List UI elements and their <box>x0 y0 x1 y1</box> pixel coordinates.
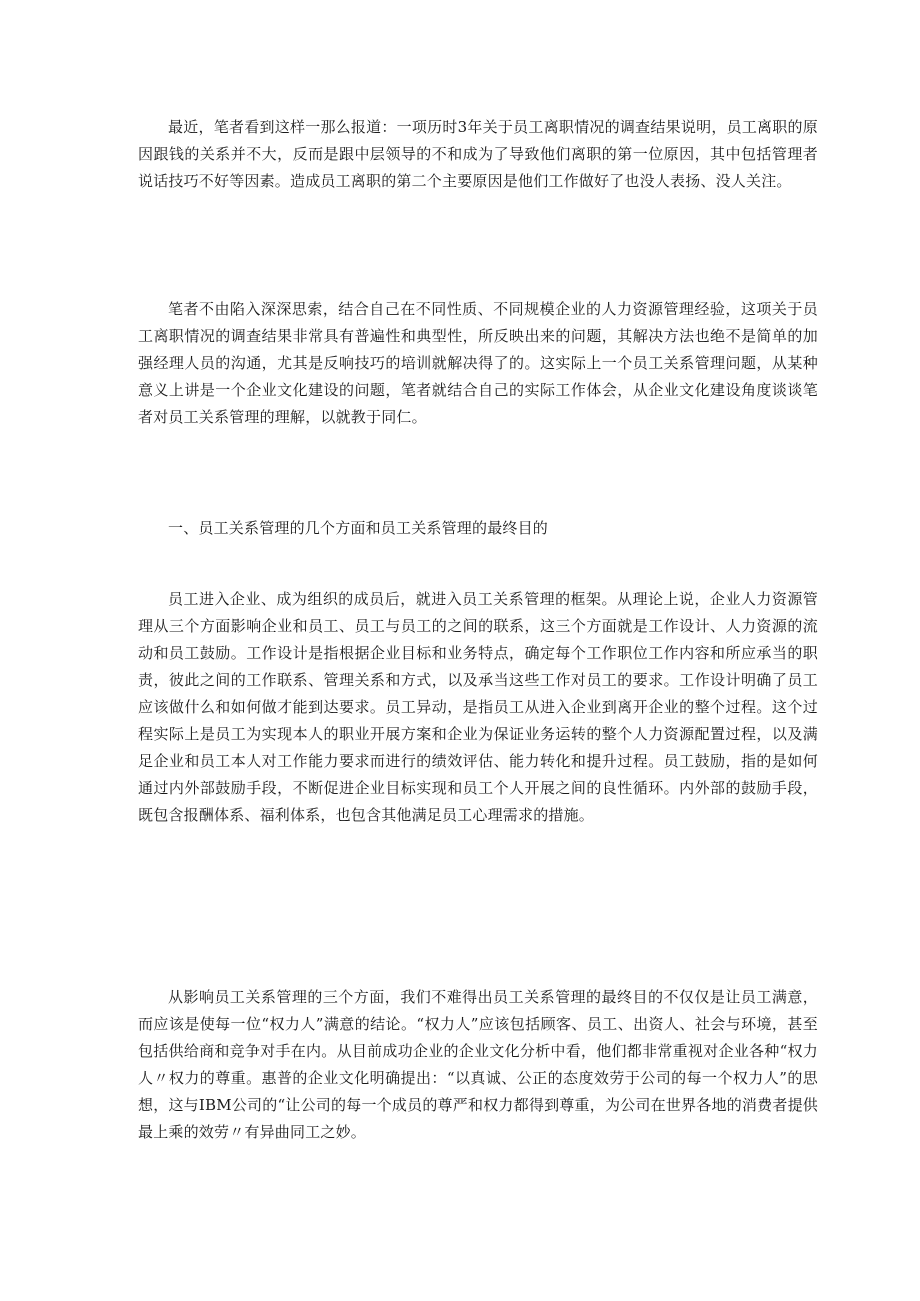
paragraph-employee-management: 员工进入企业、成为组织的成员后，就进入员工关系管理的框架。从理论上说，企业人力资源管理从三个方面影响企业和员工、员工与员工的之间的联系，这三个方面就是工作设计、人力资源的流动和员工鼓励。工作设计是指根据企业目标和业务特点，确定每个工作职位工作内容和所应承当的职责，彼此之间的工作联系、管理关系和方式，以及承当这些工作对员工的要求。工作设计明确了员工应该做什么和如何做才能到达要求。员工异动，是指员工从进入企业到离开企业的整个过程。这个过程实际上是员工为实现本人的职业开展方案和企业为保证业务运转的整个人力资源配置过程，以及满足企业和员工本人对工作能力要求而进行的绩效评估、能力转化和提升过程。员工鼓励，指的是如何通过内外部鼓励手段，不断促进企业目标实现和员工个人开展之间的良性循环。内外部的鼓励手段，既包含报酬体系、福利体系，也包含其他满足员工心理需求的措施。 <box>138 590 818 824</box>
paragraph-stakeholders: 从影响员工关系管理的三个方面，我们不难得出员工关系管理的最终目的不仅仅是让员工满意，而应该是使每一位“权力人”满意的结论。“权力人”应该包括顾客、员工、出资人、社会与环境，甚至包括供给商和竞争对手在内。从目前成功企业的企业文化分析中看，他们都非常重视对企业各种“权力人〃权力的尊重。惠普的企业文化明确提出：“以真诚、公正的态度效劳于公司的每一个权力人”的思想，这与IBM公司的“让公司的每一个成员的尊严和权力都得到尊重，为公司在世界各地的消费者提供最上乘的效劳〃有异曲同工之妙。 <box>138 988 818 1141</box>
paragraph-reflection: 笔者不由陷入深深思索，结合自己在不同性质、不同规模企业的人力资源管理经验，这项关于员工离职情况的调查结果非常具有普遍性和典型性，所反映出来的问题，其解决方法也绝不是简单的加强经理人员的沟通，尤其是反响技巧的培训就解决得了的。这实际上一个员工关系管理问题，从某种意义上讲是一个企业文化建设的问题，笔者就结合自己的实际工作体会，从企业文化建设角度谈谈笔者对员工关系管理的理解，以就教于同仁。 <box>138 300 818 426</box>
paragraph-intro: 最近，笔者看到这样一那么报道：一项历时3年关于员工离职情况的调查结果说明，员工离职的原因跟钱的关系并不大，反而是跟中层领导的不和成为了导致他们离职的第一位原因，其中包括管理者说话技巧不好等因素。造成员工离职的第二个主要原因是他们工作做好了也没人表扬、没人关注。 <box>138 118 818 190</box>
section-heading: 一、员工关系管理的几个方面和员工关系管理的最终目的 <box>168 519 549 537</box>
